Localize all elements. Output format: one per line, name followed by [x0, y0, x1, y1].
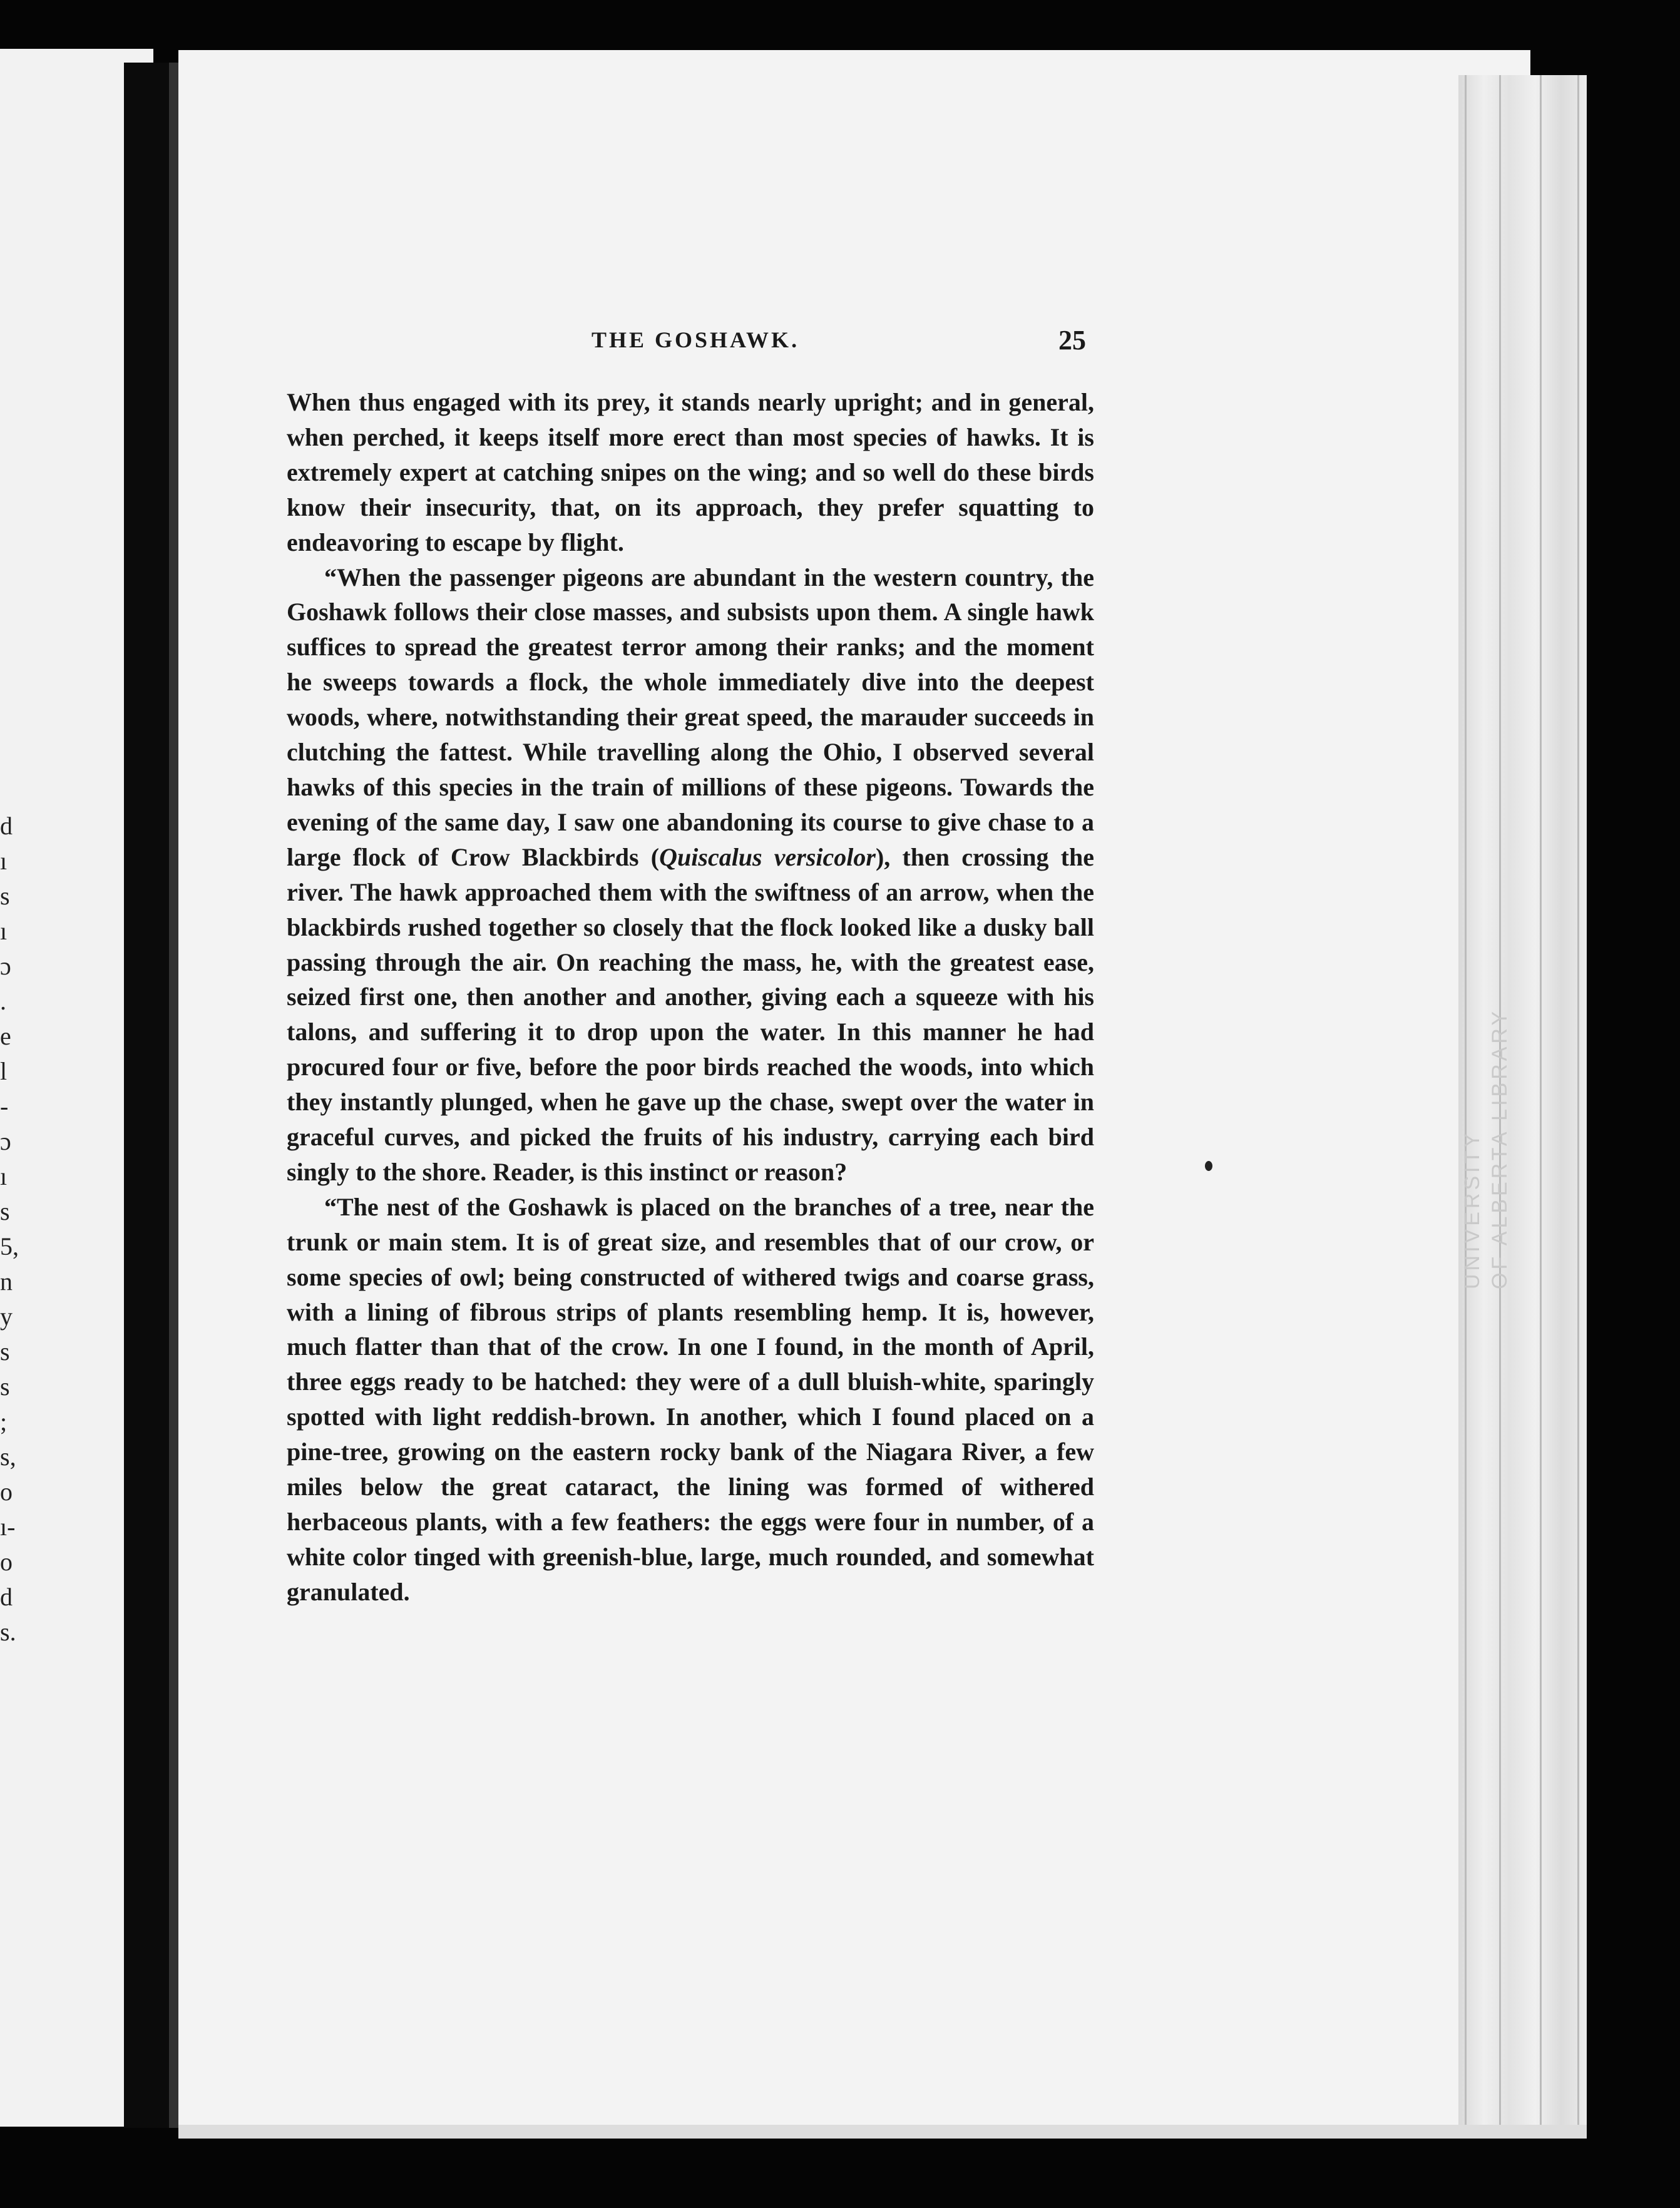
margin-char: s, [0, 1443, 16, 1471]
margin-char: . [0, 987, 6, 1015]
paragraph [287, 385, 1094, 560]
margin-char: - [0, 1092, 9, 1120]
italic-text: Quiscalus versicolor [659, 842, 876, 871]
text-run: ), then crossing the river. The hawk approached them with the swiftness of an arrow, when the blackbirds rushed together so closely that the flock looked like a dusky ball passing through the air. On reaching the mass, he, with the greatest ease, seized first one, then another and another, giving each a squeeze with his talons, and suffering it to drop upon the water. In this manner he had procured four or five, before the poor birds reached the woods, into which they instantly plunged, when he gave up the chase, swept over the water in graceful curves, and picked the fruits of his industry, carrying each bird singly to the shore. Reader, is this instinct or reason? [287, 842, 1095, 1186]
margin-char: d [0, 1583, 13, 1611]
page-bottom-edge [178, 2125, 1587, 2139]
margin-char: s [0, 882, 10, 910]
scan-speck [1205, 1161, 1212, 1171]
margin-char: s [0, 1372, 10, 1401]
stamp-line-1: UNIVERSITY [1460, 1130, 1484, 1289]
leaf-line [1577, 75, 1579, 2125]
leaf-line [1540, 75, 1542, 2125]
margin-char: s [0, 1197, 10, 1225]
running-head [285, 324, 1086, 362]
margin-char: d [0, 812, 13, 840]
margin-char: n [0, 1267, 13, 1296]
text-run: When thus engaged with its prey, it stands nearly upright; and in general, when perched, it keeps itself more erect than most species of hawks. It is extremely expert at catching snipes on the wing; and so well do these birds know their insecurity, that, on its approach, they prefer squatting to endeavoring to escape by flight. [287, 388, 1094, 556]
library-stamp [1458, 939, 1534, 1289]
text-run: “The nest of the Goshawk is placed on the branches of a tree, near the trunk or main stem. It is of great size, and resembles that of our crow, or some species of owl; being constructed of withered twigs and coarse grass, with a lining of fibrous strips of plants resembling hemp. It is, however, much flatter than that of the crow. In one I found, in the month of April, three eggs ready to be hatched: they were of a dull bluish-white, sparingly spotted with light reddish-brown. In another, which I found placed on a pine-tree, growing on the eastern rocky bank of the Niagara River, a few miles below the great cataract, the lining was formed of withered herbaceous plants, with a few feathers: the eggs were four in number, of a white color tinged with greenish-blue, large, much rounded, and somewhat granulated. [287, 1192, 1094, 1606]
margin-char: ; [0, 1408, 8, 1436]
margin-char: s [0, 1337, 10, 1366]
margin-char: s. [0, 1618, 16, 1646]
margin-char: y [0, 1302, 13, 1331]
margin-char: ı [0, 1162, 8, 1190]
body-text [287, 385, 1094, 1610]
margin-char: ı [0, 847, 8, 875]
stamp-line-2: OF ALBERTA LIBRARY [1488, 1008, 1512, 1289]
margin-char: 5, [0, 1232, 19, 1260]
margin-char: e [0, 1022, 11, 1050]
margin-char: ı [0, 917, 8, 945]
margin-char: ɔ [0, 952, 11, 980]
text-run: “When the passenger pigeons are abundant in the western country, the Goshawk follows their close masses, and subsists upon them. A single hawk suffices to spread the greatest terror among their ranks; and the moment he sweeps towards a flock, the whole immediately dive into the deepest woods, where, notwithstanding their great speed, the marauder succeeds in clutching the fattest. While travelling along the Ohio, I observed several hawks of this species in the train of millions of these pigeons. Towards the evening of the same day, I saw one abandoning its course to give chase to a large flock of Crow Blackbirds ( [287, 563, 1094, 871]
margin-char: l [0, 1057, 8, 1085]
page-number: 25 [1058, 325, 1086, 355]
margin-char: ı- [0, 1513, 16, 1541]
margin-char: o [0, 1478, 13, 1506]
paragraph [287, 560, 1094, 1190]
paragraph [287, 1190, 1094, 1610]
margin-char: o [0, 1548, 13, 1576]
margin-char: ɔ [0, 1127, 11, 1155]
running-head-title: THE GOSHAWK. [592, 327, 800, 352]
facing-page-text-fragments [0, 49, 19, 2127]
